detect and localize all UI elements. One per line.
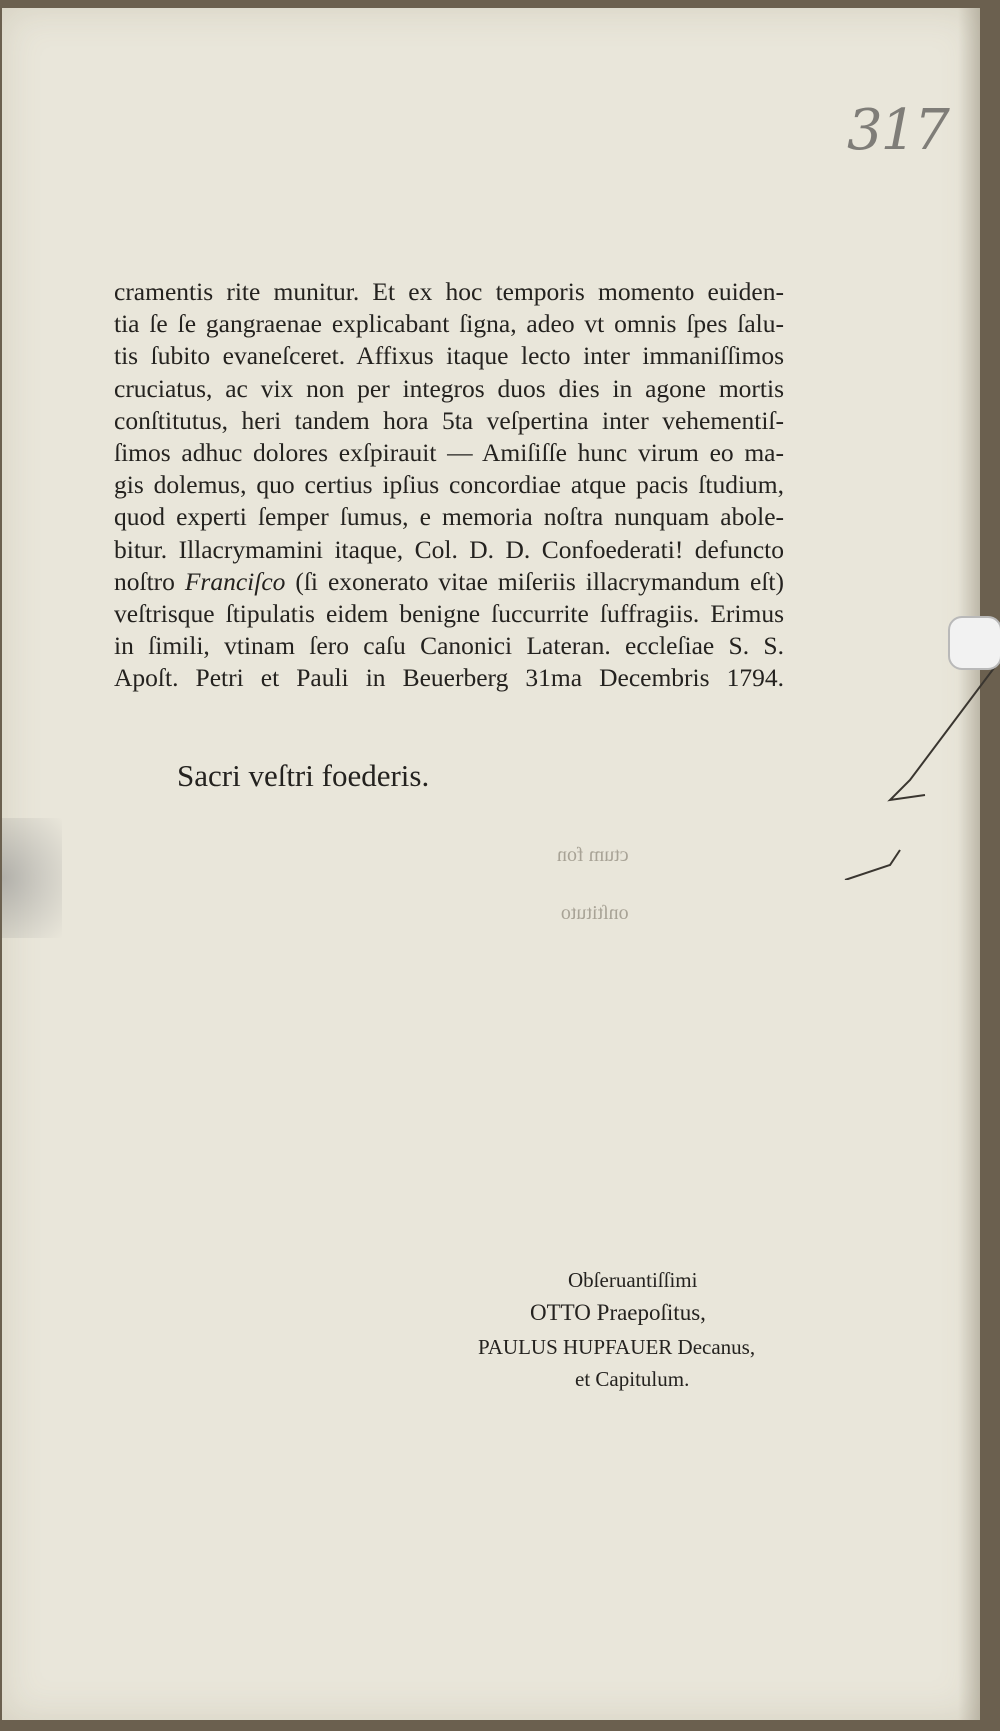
body-line: ſimos adhuc dolores exſpirauit — Amiſiſſe hunc virum eo ma- <box>114 438 784 468</box>
paper-stain <box>2 818 62 938</box>
body-line: conſtitutus, heri tandem hora 5ta veſpertina inter vehementiſ- <box>114 405 784 435</box>
signature-line: et Capitulum. <box>575 1367 690 1391</box>
folio-number: 317 <box>847 98 948 163</box>
paper-clip <box>948 616 1000 670</box>
body-line: bitur. Illacrymamini itaque, Col. D. D. Confoederati! defuncto <box>114 534 784 564</box>
body-line: quod experti ſemper ſumus, e memoria noſtra nunquam abole- <box>114 502 784 532</box>
bleed-through-text <box>557 826 629 942</box>
signature-line: OTTO Praepoſitus, <box>530 1300 706 1325</box>
body-line: gis dolemus, quo certius ipſius concordiae atque pacis ſtudium, <box>114 470 784 500</box>
italic-name: Franciſco <box>184 566 286 596</box>
body-line: veſtrisque ſtipulatis eidem benigne ſuccurrite ſuffragiis. Erimus <box>114 599 784 629</box>
signature-line: Obſeruantiſſimi <box>568 1268 698 1292</box>
bleed-line: ctum fon <box>557 844 629 866</box>
body-line: Apoſt. Petri et Pauli in Beuerberg 31ma Decembris 1794. <box>114 663 784 693</box>
body-line: cramentis rite munitur. Et ex hoc temporis momento euiden- <box>114 277 784 306</box>
body-line: cruciatus, ac vix non per integros duos dies in agone mortis <box>114 373 784 403</box>
body-text-fragment: noſtro <box>114 566 175 596</box>
body-line: tia ſe ſe gangraenae explicabant ſigna, adeo vt omnis ſpes ſalu- <box>114 309 784 339</box>
letter-body <box>114 276 784 695</box>
body-line-with-name <box>114 566 784 598</box>
body-line: in ſimili, vtinam ſero caſu Canonici Lateran. eccleſiae S. S. <box>114 631 784 661</box>
body-text-fragment: (ſi exonerato vitae miſeriis illacrymandum eſt) <box>295 566 785 596</box>
bleed-line: onſtituto <box>560 902 629 924</box>
signature-line: PAULUS HUPFAUER Decanus, <box>478 1335 756 1359</box>
body-line: tis ſubito evaneſceret. Affixus itaque lecto inter immaniſſimos <box>114 341 784 371</box>
pen-mark <box>790 660 1000 880</box>
signature-block <box>472 1264 832 1394</box>
closing-salutation: Sacri veſtri foederis. <box>177 758 430 793</box>
